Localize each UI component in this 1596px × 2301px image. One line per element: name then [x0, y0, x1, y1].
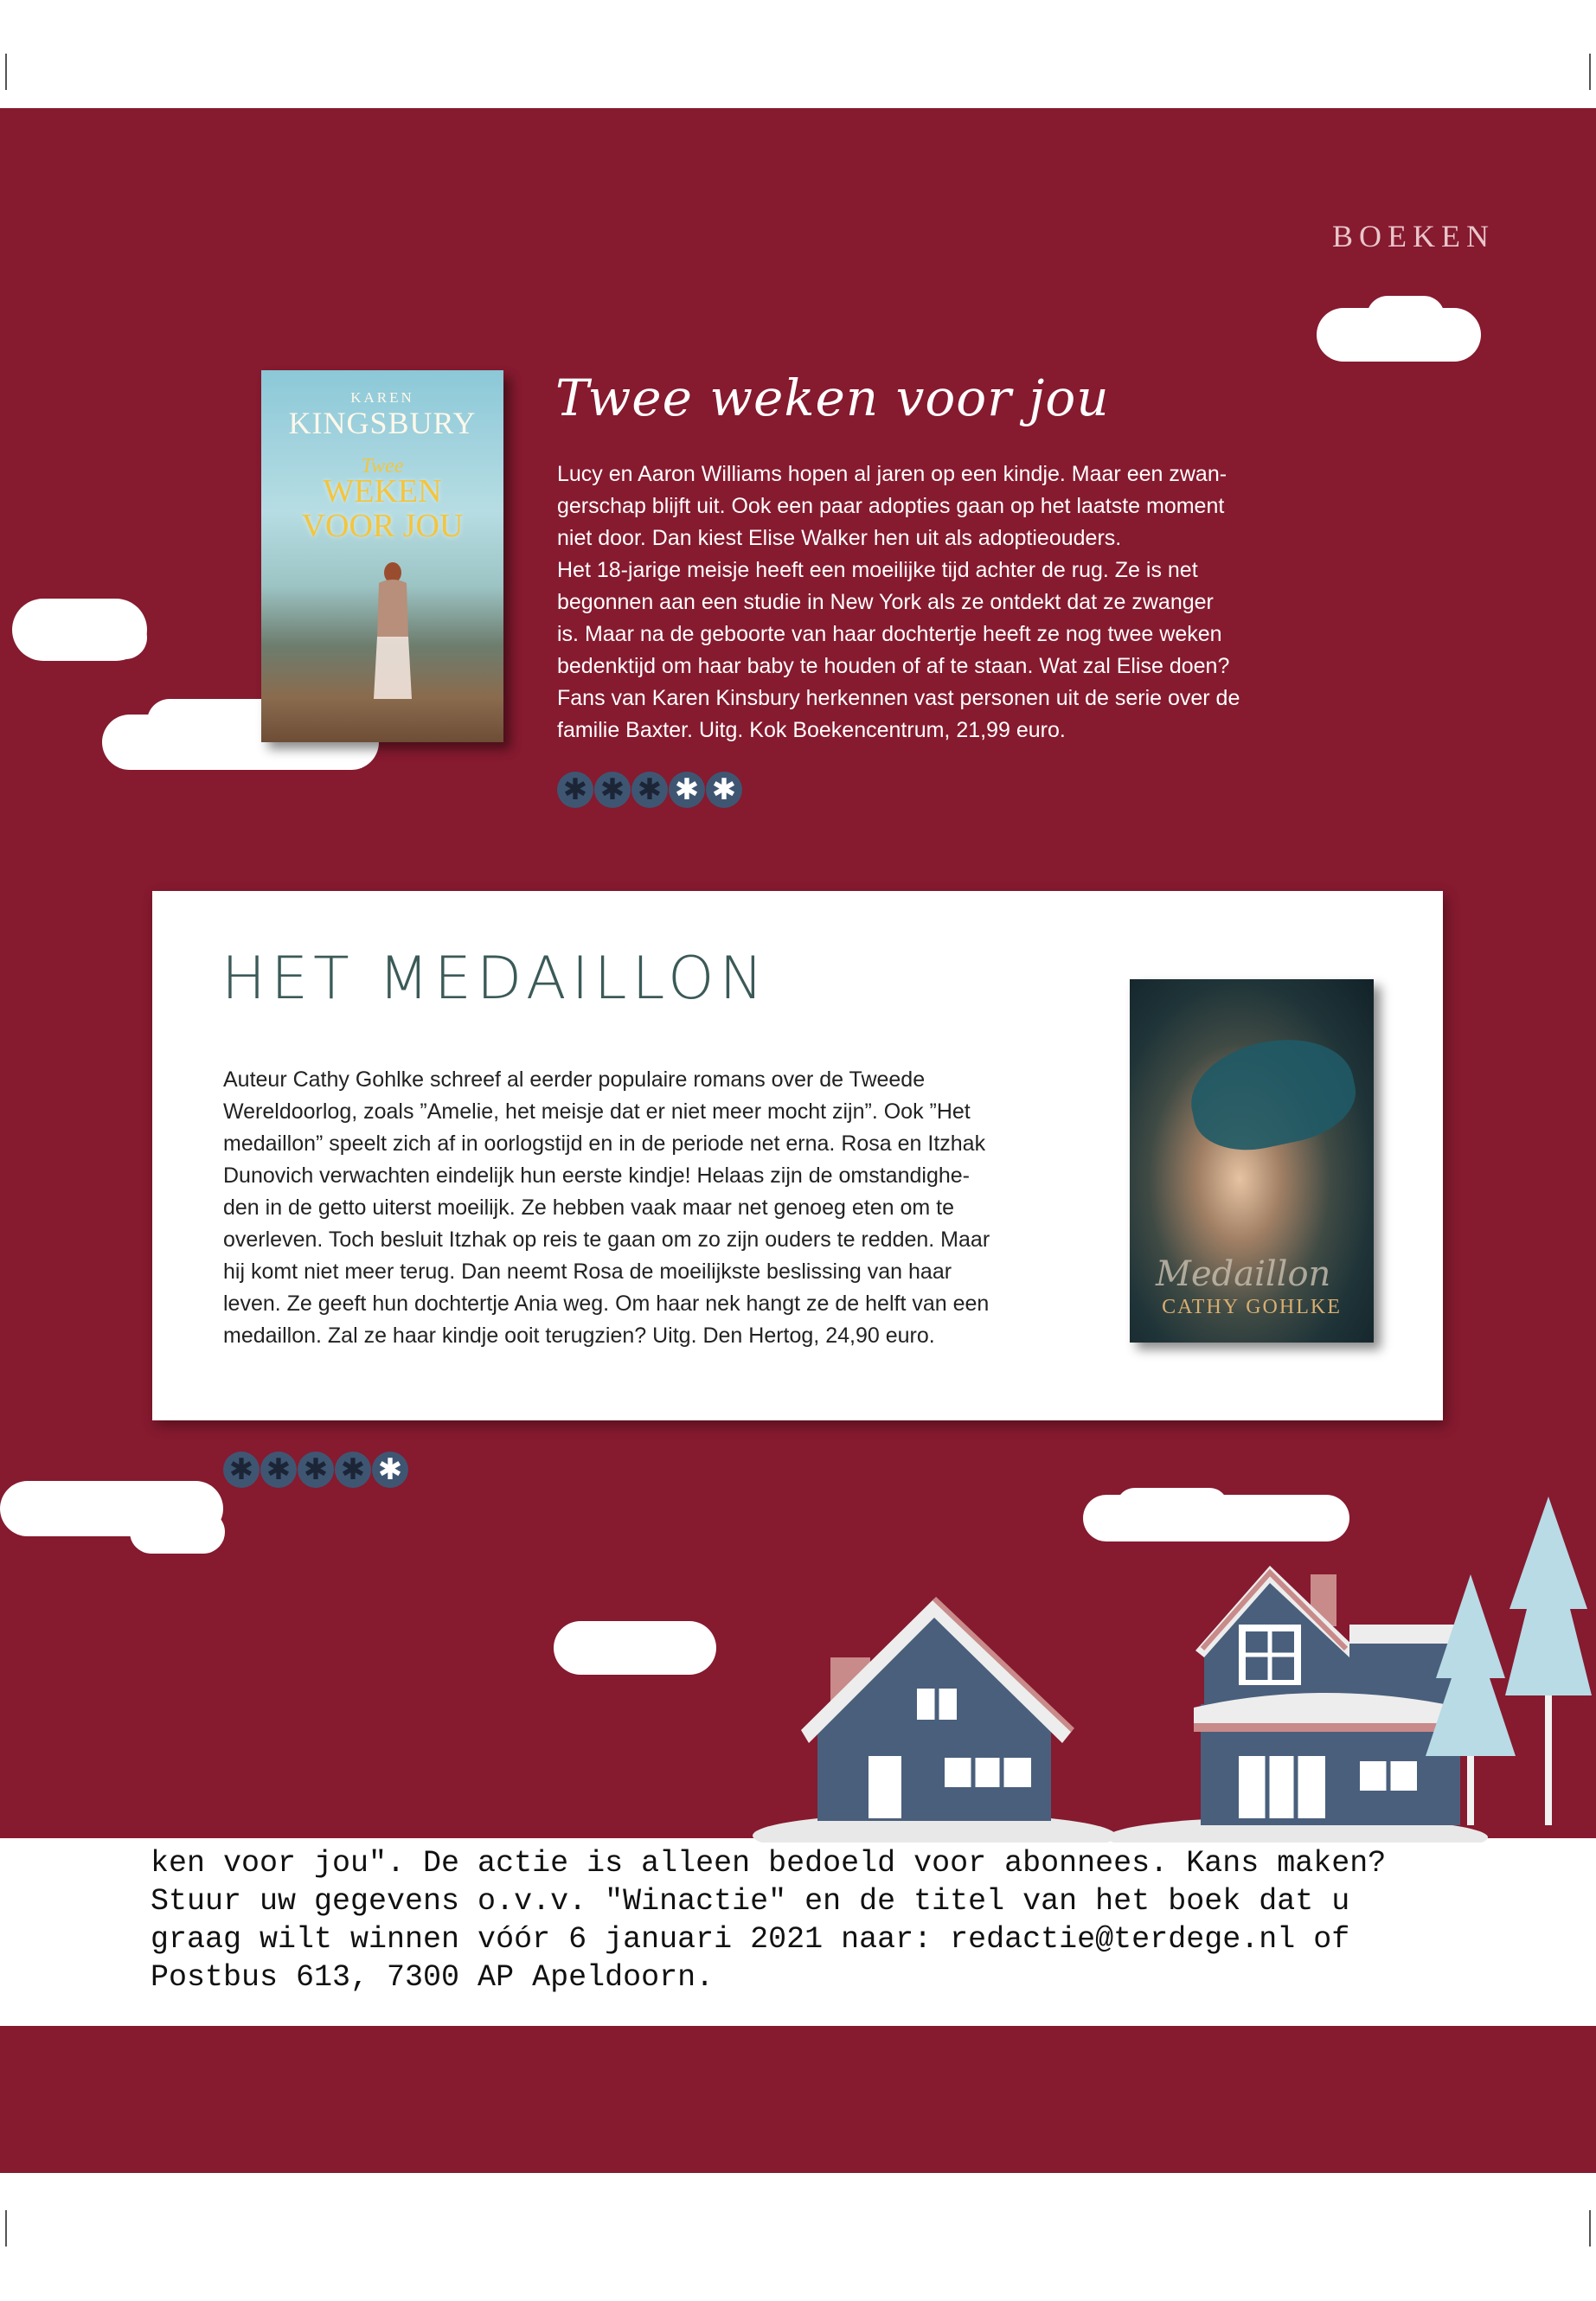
review-line: den in de getto uiterst moeilijk. Ze hebben vaak maar net genoeg eten om te: [223, 1195, 954, 1220]
notice-line: Stuur uw gegevens o.v.v. "Winactie" en de titel van het boek dat u: [151, 1884, 1350, 1919]
notice-line: graag wilt winnen vóór 6 januari 2021 naar: redactie@terdege.nl of: [151, 1922, 1350, 1957]
cover-title-line2: WEKEN: [323, 473, 442, 510]
review-line: Het 18-jarige meisje heeft een moeilijke tijd achter de rug. Ze is net: [557, 558, 1198, 582]
cover-figure-illustration: [372, 561, 412, 708]
star-filled-icon: ✱: [260, 1452, 297, 1488]
review-line: Lucy en Aaron Williams hopen al jaren op een kindje. Maar een zwan-: [557, 462, 1227, 486]
star-empty-icon: ✱: [669, 772, 705, 808]
section-label: BOEKEN: [1332, 219, 1495, 253]
review-line: begonnen aan een studie in New York als ze ontdekt dat ze zwanger: [557, 590, 1214, 614]
review-body-twee-weken-voor-jou: [557, 458, 1336, 747]
page-background-bottom: [0, 2026, 1596, 2173]
review-line: medaillon. Zal ze haar kindje ooit terugzien? Uitg. Den Hertog, 24,90 euro.: [223, 1324, 935, 1348]
rating-stars-review1: [557, 772, 742, 808]
winter-houses-illustration: [0, 1497, 1596, 1843]
rating-stars-review2: [223, 1452, 408, 1488]
star-empty-icon: ✱: [372, 1452, 408, 1488]
star-filled-icon: ✱: [557, 772, 593, 808]
review-title-het-medaillon: HET MEDAILLON: [221, 945, 769, 1013]
crop-mark-top-left: [5, 54, 7, 90]
cover-title-line3: VOOR JOU: [301, 508, 464, 544]
review-line: Dunovich verwachten eindelijk hun eerste kindje! Helaas zijn de omstandighe-: [223, 1163, 970, 1188]
book-cover-twee-weken-voor-jou: [261, 370, 503, 742]
cloud: [1367, 296, 1445, 337]
contest-notice: [151, 1844, 1386, 1997]
review-line: leven. Ze geeft hun dochtertje Ania weg. Om haar nek hangt ze de helft van een: [223, 1292, 990, 1316]
review-line: is. Maar na de geboorte van haar dochtertje heeft ze nog twee weken: [557, 622, 1222, 646]
review-line: Fans van Karen Kinsbury herkennen vast personen uit de serie over de: [557, 686, 1240, 710]
review-title-twee-weken-voor-jou: Twee weken voor jou: [555, 369, 1110, 427]
star-filled-icon: ✱: [594, 772, 631, 808]
book-cover-het-medaillon: [1130, 979, 1374, 1343]
cloud: [78, 616, 147, 659]
review-line: Auteur Cathy Gohlke schreef al eerder populaire romans over de Tweede: [223, 1067, 926, 1092]
cover-title-line1: Twee: [361, 455, 404, 478]
notice-line: Postbus 613, 7300 AP Apeldoorn.: [151, 1960, 715, 1995]
star-empty-icon: ✱: [706, 772, 742, 808]
star-filled-icon: ✱: [223, 1452, 260, 1488]
cover-hat-illustration: [1182, 1026, 1364, 1162]
star-filled-icon: ✱: [335, 1452, 371, 1488]
review-line: overleven. Toch besluit Itzhak op reis te gaan om zo zijn ouders te redden. Maar: [223, 1227, 990, 1252]
cover-author-last: KINGSBURY: [288, 406, 477, 440]
cover-author: CATHY GOHLKE: [1162, 1296, 1342, 1318]
review-line: hij komt niet meer terug. Dan neemt Rosa de moeilijkste beslissing van haar: [223, 1259, 952, 1284]
crop-mark-bottom-right: [1589, 2210, 1591, 2247]
review-line: Wereldoorlog, zoals ”Amelie, het meisje dat er niet meer mocht zijn”. Ook ”Het: [223, 1099, 971, 1124]
review-line: gerschap blijft uit. Ook een paar adopties gaan op het laatste moment: [557, 494, 1225, 518]
review-line: niet door. Dan kiest Elise Walker hen uit als adoptieouders.: [557, 526, 1122, 550]
cover-title: Medaillon: [1156, 1254, 1331, 1294]
review-line: medaillon” speelt zich af in oorlogstijd en in de periode net erna. Rosa en Itzhak: [223, 1131, 986, 1156]
crop-mark-bottom-left: [5, 2210, 7, 2247]
crop-mark-top-right: [1589, 54, 1591, 90]
notice-line: ken voor jou". De actie is alleen bedoeld voor abonnees. Kans maken?: [151, 1846, 1387, 1881]
review-line: bedenktijd om haar baby te houden of af te staan. Wat zal Elise doen?: [557, 654, 1230, 678]
review-line: familie Baxter. Uitg. Kok Boekencentrum, 21,99 euro.: [557, 718, 1066, 742]
cover-author-first: KAREN: [350, 389, 414, 406]
review-body-het-medaillon: [223, 1064, 1123, 1352]
review-card-het-medaillon: [152, 891, 1443, 1420]
star-filled-icon: ✱: [631, 772, 668, 808]
star-filled-icon: ✱: [298, 1452, 334, 1488]
